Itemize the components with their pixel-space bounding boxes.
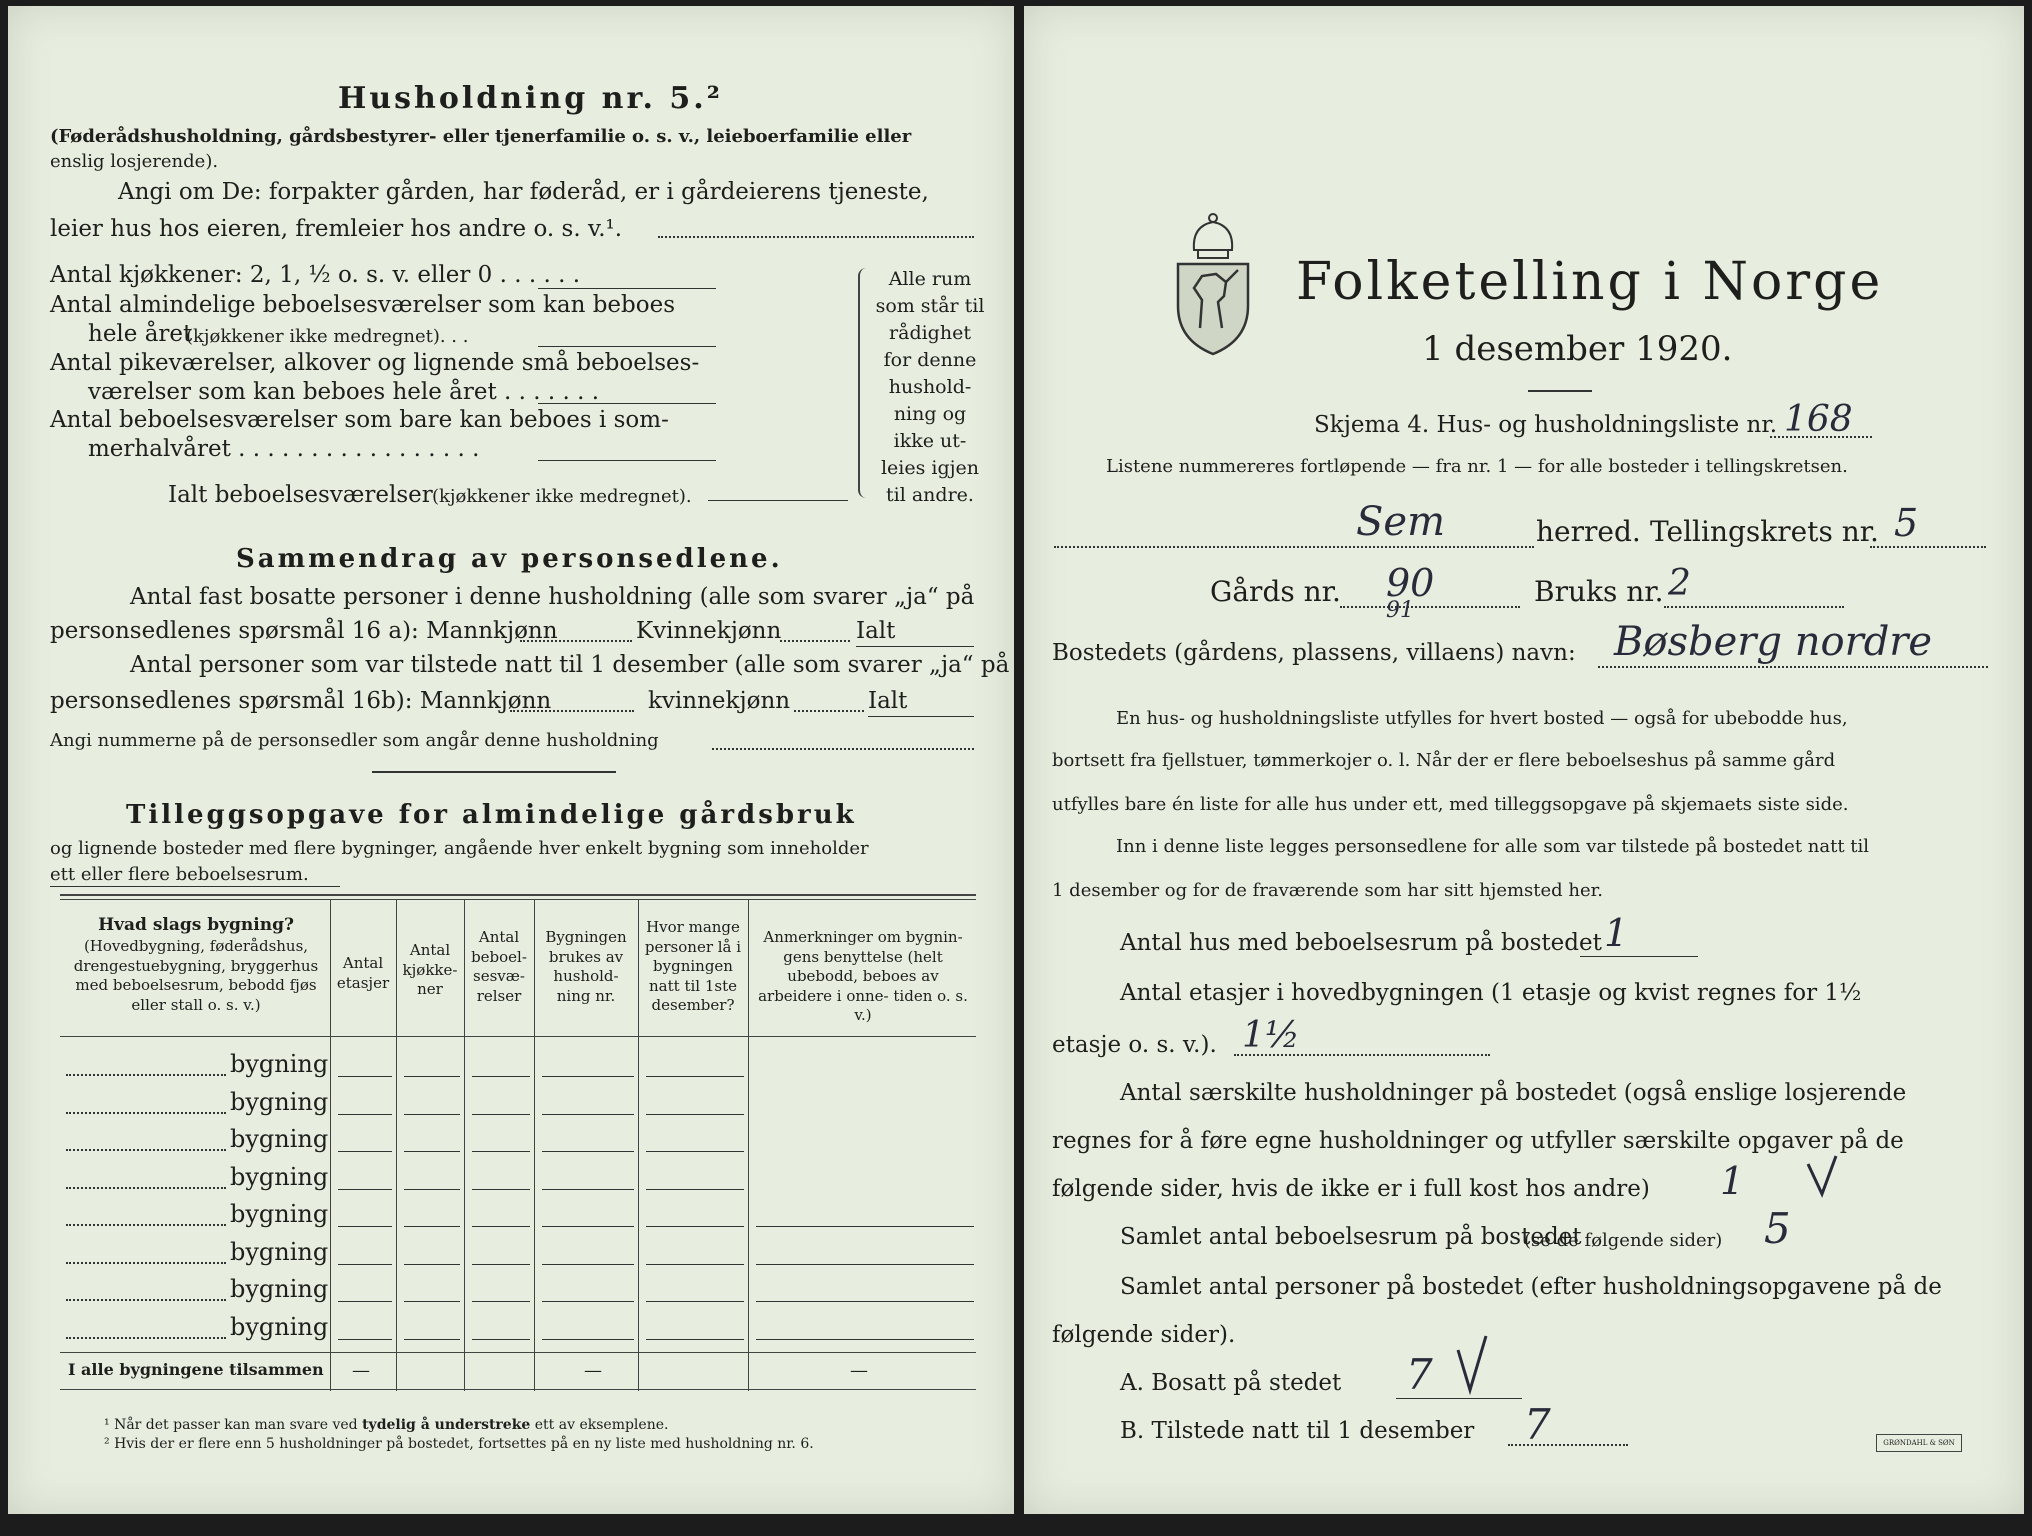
- row-cell-line: [404, 1226, 460, 1227]
- row-cell-line: [338, 1339, 392, 1340]
- angi-line-1: Angi om De: forpakter gården, har føderåd, er i gårdeierens tjeneste,: [118, 179, 929, 205]
- header-persons: Hvor mange personer lå i bygningen natt til 1ste desember?: [644, 918, 742, 1014]
- side-note-line: for denne: [883, 349, 977, 371]
- row-name-line: [66, 1149, 226, 1151]
- row-cell-line: [756, 1339, 974, 1340]
- row-cell-line: [646, 1264, 744, 1265]
- check-mark-residents: [1458, 1336, 1486, 1390]
- present-value: 7: [1524, 1400, 1551, 1449]
- use-number-value: 2: [1668, 563, 1691, 604]
- footnote-1-c: ett av eksemplene.: [534, 1417, 669, 1433]
- row-name-line: [66, 1224, 226, 1226]
- side-note-line: som står til: [875, 295, 985, 317]
- row-cell-line: [646, 1151, 744, 1152]
- households-label-2: regnes for å føre egne husholdninger og utfyller særskilte opgaver på de: [1052, 1128, 1904, 1154]
- instructions-line-5: 1 desember og for de fraværende som har sitt hjemsted her.: [1052, 880, 1603, 901]
- use-number-label: Bruks nr.: [1534, 575, 1664, 608]
- row-cell-line: [472, 1301, 530, 1302]
- header-type: Hvad slags bygning?: [98, 915, 294, 935]
- households-label-1: Antal særskilte husholdninger på bostedet (også enslige losjerende: [1120, 1080, 1907, 1106]
- supplement-line-1: og lignende bosteder med flere bygninger, angående hver enkelt bygning som inneholder: [50, 838, 869, 859]
- census-date: 1 desember 1920.: [1422, 329, 1733, 369]
- angi-line-2: leier hus hos eieren, fremleier hos andre o. s. v.¹.: [50, 216, 623, 242]
- district-label: Tellingskrets nr.: [1650, 515, 1879, 548]
- check-mark-households: [1808, 1156, 1836, 1194]
- row-cell-line: [338, 1264, 392, 1265]
- header-rooms: Antal beboel- sesvæ- relser: [471, 928, 527, 1005]
- row-cell-line: [646, 1189, 744, 1190]
- household-title: Husholdning nr. 5.²: [338, 81, 723, 116]
- row-cell-line: [404, 1114, 460, 1115]
- header-household: Bygningen brukes av hushold- ning nr.: [545, 928, 627, 1005]
- present-label: B. Tilstede natt til 1 desember: [1120, 1418, 1475, 1444]
- schema-number: 168: [1784, 399, 1853, 440]
- resident-value: 7: [1406, 1350, 1433, 1399]
- row-cell-line: [756, 1226, 974, 1227]
- row-name-line: [66, 1299, 226, 1301]
- summer-rooms-label-1: Antal beboelsesværelser som bare kan beboes i som-: [50, 407, 669, 433]
- row-cell-line: [472, 1076, 530, 1077]
- rooms-label-2b: (kjøkkener ikke medregnet). . .: [186, 326, 469, 347]
- side-note-line: Alle rum: [888, 268, 972, 290]
- row-cell-line: [542, 1339, 634, 1340]
- total-label-1: Ialt: [856, 618, 896, 644]
- total-label-2: Ialt: [868, 688, 908, 714]
- total-bottom-line: [60, 1389, 976, 1390]
- row-name-line: [66, 1262, 226, 1264]
- summary-title: Sammendrag av personsedlene.: [236, 544, 783, 574]
- row-cell-line: [404, 1339, 460, 1340]
- side-note-line: til andre.: [886, 484, 974, 506]
- summary-line-5: Angi nummerne på de personsedler som angår denne husholdning: [50, 730, 659, 751]
- row-cell-line: [404, 1301, 460, 1302]
- row-name-line: [66, 1187, 226, 1189]
- rooms-label-2: hele året: [88, 321, 193, 347]
- row-label: bygning: [230, 1125, 329, 1153]
- row-cell-line: [472, 1189, 530, 1190]
- maid-rooms-label-2: værelser som kan beboes hele året . . . . . . .: [88, 379, 600, 405]
- households-value: 1: [1720, 1159, 1745, 1203]
- col-divider-6: [748, 899, 749, 1391]
- census-title: Folketelling i Norge: [1296, 252, 1884, 312]
- row-label: bygning: [230, 1050, 329, 1078]
- row-cell-line: [472, 1226, 530, 1227]
- side-note-line: hushold-: [888, 376, 972, 398]
- row-cell-line: [472, 1114, 530, 1115]
- footnote-1-b: tydelig å understreke: [362, 1417, 531, 1433]
- instructions-line-2: bortsett fra fjellstuer, tømmerkojer o. l. Når der er flere beboelseshus på samme gård: [1052, 750, 1836, 771]
- header-bottom-line: [60, 1036, 976, 1037]
- total-row-label: I alle bygningene tilsammen: [68, 1360, 324, 1379]
- row-name-line: [66, 1112, 226, 1114]
- row-label: bygning: [230, 1162, 329, 1191]
- supplement-title: Tilleggsopgave for almindelige gårdsbruk: [126, 800, 857, 830]
- row-cell-line: [338, 1189, 392, 1190]
- row-cell-line: [646, 1114, 744, 1115]
- row-cell-line: [404, 1189, 460, 1190]
- row-cell-line: [646, 1226, 744, 1227]
- row-cell-line: [338, 1114, 392, 1115]
- total-rooms-label-right: Samlet antal beboelsesrum på bostedet: [1120, 1224, 1582, 1250]
- row-cell-line: [542, 1301, 634, 1302]
- total-rooms-value: 5: [1764, 1204, 1791, 1253]
- place-name-value: Bøsberg nordre: [1614, 619, 1933, 665]
- row-cell-line: [542, 1189, 634, 1190]
- rooms-label-1: Antal almindelige beboelsesværelser som kan beboes: [50, 292, 676, 318]
- intro-line-2: enslig losjerende).: [50, 151, 219, 172]
- row-cell-line: [756, 1301, 974, 1302]
- row-cell-line: [338, 1076, 392, 1077]
- col-divider-4: [534, 899, 535, 1391]
- row-cell-line: [338, 1226, 392, 1227]
- houses-label: Antal hus med beboelsesrum på bostedet: [1120, 930, 1602, 956]
- farm-number-value-2: 91: [1386, 598, 1414, 623]
- summary-line-3: Antal personer som var tilstede natt til 1 desember (alle som svarer „ja“ på: [130, 652, 1010, 678]
- row-cell-line: [472, 1151, 530, 1152]
- row-cell-line: [542, 1151, 634, 1152]
- persons-label-2: følgende sider).: [1052, 1322, 1236, 1348]
- farm-number-value: 90: [1386, 561, 1435, 605]
- intro-line-1: (Føderådshusholdning, gårdsbestyrer- eller tjenerfamilie o. s. v., leieboerfamilie eller: [50, 126, 912, 147]
- maid-rooms-label-1: Antal pikeværelser, alkover og lignende små beboelses-: [50, 350, 700, 376]
- header-type-desc: (Hovedbygning, føderådshus, drengestuebygning, bryggerhus med beboelsesrum, bebodd fjøs eller stall o. s. v.): [73, 937, 319, 1014]
- side-note-line: ikke ut-: [893, 430, 967, 452]
- row-cell-line: [542, 1114, 634, 1115]
- floors-label-1: Antal etasjer i hovedbygningen (1 etasje og kvist regnes for 1½: [1120, 980, 1862, 1006]
- summer-rooms-label-2: merhalvåret . . . . . . . . . . . . . . . . .: [88, 436, 480, 462]
- resident-label: A. Bosatt på stedet: [1120, 1370, 1342, 1396]
- row-name-line: [66, 1074, 226, 1076]
- row-cell-line: [542, 1226, 634, 1227]
- row-cell-line: [404, 1264, 460, 1265]
- summary-line-2: personsedlenes spørsmål 16 a): Mannkjønn: [50, 618, 558, 644]
- footnote-1: [104, 1418, 668, 1432]
- row-cell-line: [542, 1264, 634, 1265]
- female-label-2: kvinnekjønn: [648, 688, 791, 714]
- row-label: bygning: [230, 1087, 329, 1116]
- total-rooms-note: (se de følgende sider): [1524, 1230, 1723, 1251]
- farm-number-label: Gårds nr.: [1210, 575, 1341, 608]
- printer-stamp: GRØNDAHL & SØN: [1876, 1434, 1962, 1452]
- col-divider-2: [396, 899, 397, 1391]
- row-cell-line: [542, 1076, 634, 1077]
- total-rooms-label: Ialt beboelsesværelser: [168, 482, 433, 508]
- row-cell-line: [646, 1076, 744, 1077]
- floors-value: 1½: [1242, 1015, 1300, 1056]
- row-label: bygning: [230, 1312, 329, 1341]
- header-floors: Antal etasjer: [336, 954, 390, 992]
- row-label: bygning: [230, 1275, 329, 1303]
- total-top-line: [60, 1352, 976, 1353]
- row-label: bygning: [230, 1237, 329, 1266]
- summary-line-4: personsedlenes spørsmål 16b): Mannkjønn: [50, 688, 552, 714]
- houses-value: 1: [1604, 911, 1629, 955]
- table-top-line-2: [60, 899, 976, 900]
- header-remarks: Anmerkninger om bygnin- gens benyttelse (helt ubebodd, beboes av arbeidere i onne- tiden o. s. v.): [758, 928, 968, 1024]
- table-top-line: [60, 894, 976, 896]
- persons-label-1: Samlet antal personer på bostedet (efter husholdningsopgavene på de: [1120, 1274, 1942, 1300]
- total-dash-remarks: —: [850, 1360, 868, 1381]
- supplement-line-2: ett eller flere beboelsesrum.: [50, 864, 309, 885]
- numbering-note: Listene nummereres fortløpende — fra nr. 1 — for alle bosteder i tellingskretsen.: [1106, 456, 1848, 477]
- row-cell-line: [756, 1264, 974, 1265]
- side-note-line: rådighet: [889, 322, 971, 344]
- row-cell-line: [646, 1301, 744, 1302]
- row-cell-line: [338, 1151, 392, 1152]
- footnote-2: ² Hvis der er flere enn 5 husholdninger på bostedet, fortsettes på en ny liste med husholdning nr. 6.: [104, 1436, 814, 1452]
- row-cell-line: [404, 1151, 460, 1152]
- row-cell-line: [338, 1301, 392, 1302]
- instructions-line-1: En hus- og husholdningsliste utfylles for hvert bosted — også for ubebodde hus,: [1116, 708, 1848, 729]
- row-cell-line: [404, 1076, 460, 1077]
- female-label-1: Kvinnekjønn: [636, 618, 782, 644]
- building-table: [8, 6, 1014, 1514]
- district-value: 5: [1894, 501, 1919, 545]
- place-name-label: Bostedets (gårdens, plassens, villaens) navn:: [1052, 640, 1576, 666]
- side-note-line: ning og: [893, 403, 967, 425]
- footnote-1-a: ¹ Når det passer kan man svare ved: [104, 1417, 358, 1433]
- floors-label-2: etasje o. s. v.).: [1052, 1032, 1217, 1058]
- kitchens-label: Antal kjøkkener: 2, 1, ½ o. s. v. eller 0 . . . . . .: [50, 262, 581, 288]
- check-marks: [1024, 6, 2024, 1514]
- total-dash-floors: —: [352, 1360, 370, 1381]
- row-name-line: [66, 1337, 226, 1339]
- summary-line-1: Antal fast bosatte personer i denne husholdning (alle som svarer „ja“ på: [130, 584, 975, 610]
- right-page: [1024, 6, 2024, 1514]
- instructions-line-4: Inn i denne liste legges personsedlene for alle som var tilstede på bostedet natt til: [1116, 836, 1870, 857]
- schema-label: Skjema 4. Hus- og husholdningsliste nr.: [1314, 412, 1778, 438]
- total-rooms-label-b: (kjøkkener ikke medregnet).: [432, 486, 692, 507]
- row-cell-line: [646, 1339, 744, 1340]
- col-divider-5: [638, 899, 639, 1391]
- col-divider-1: [330, 899, 331, 1391]
- left-page: [8, 6, 1014, 1514]
- row-cell-line: [472, 1264, 530, 1265]
- side-note-line: leies igjen: [880, 457, 980, 479]
- total-dash-household: —: [584, 1360, 602, 1381]
- households-label-3: følgende sider, hvis de ikke er i full kost hos andre): [1052, 1176, 1650, 1202]
- header-kitchens: Antal kjøkke- ner: [402, 941, 458, 998]
- instructions-line-3: utfylles bare én liste for alle hus under ett, med tilleggsopgave på skjemaets siste side.: [1052, 794, 1849, 815]
- row-cell-line: [472, 1339, 530, 1340]
- row-label: bygning: [230, 1200, 329, 1228]
- herred-value: Sem: [1356, 499, 1446, 545]
- col-divider-3: [464, 899, 465, 1391]
- herred-label: herred.: [1536, 515, 1641, 548]
